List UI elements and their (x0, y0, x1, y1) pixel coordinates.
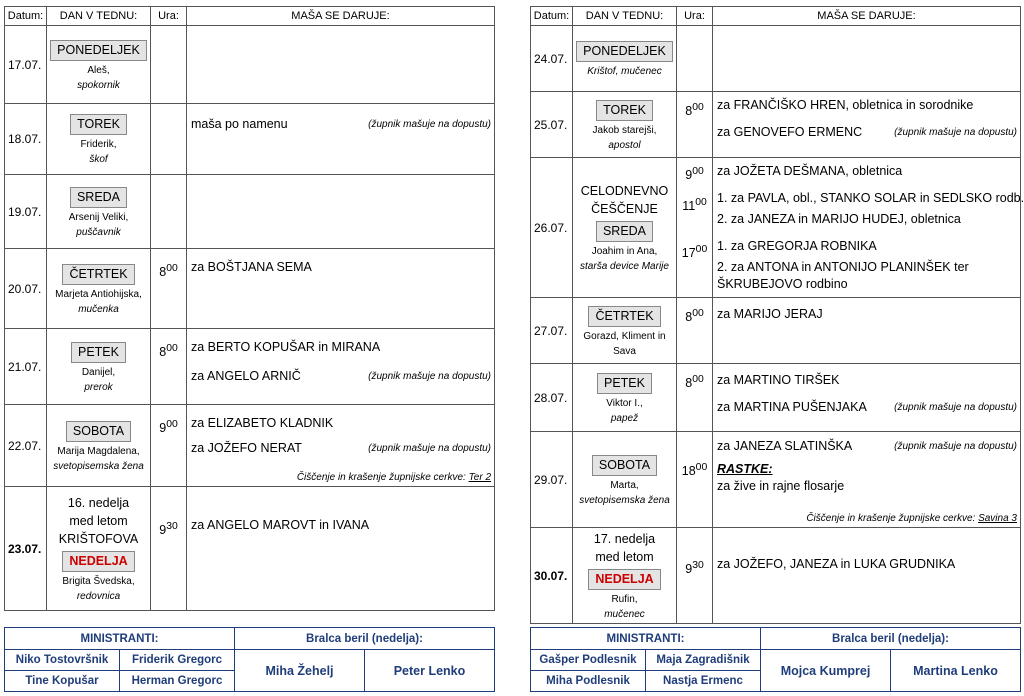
saint-title: mučenka (78, 303, 119, 315)
altar-server: Miha Podlesnik (531, 671, 646, 692)
saint-name: Joahim in Ana, (591, 245, 658, 257)
time-cell (151, 104, 187, 175)
day-label: SREDA (70, 187, 127, 208)
mass-intention: za FRANČIŠKO HREN, obletnica in sorodnike (717, 98, 974, 112)
note: (župnik mašuje na dopustu) (894, 127, 1017, 138)
header-day: DAN V TEDNU: (47, 7, 151, 26)
time-cell: $9^{00}$ (151, 405, 187, 487)
mass-cell (187, 26, 495, 104)
altar-server: Niko Tostovršnik (5, 650, 120, 671)
table-row (531, 158, 1021, 298)
saint-name: Brigita Švedska, (62, 575, 135, 587)
day-cell (47, 104, 151, 175)
saint-title: redovnica (76, 590, 121, 602)
date-cell: 29.07. (531, 432, 573, 528)
mass-cell (713, 364, 1021, 432)
header-mass: MAŠA SE DARUJE: (713, 7, 1021, 26)
header-mass: MAŠA SE DARUJE: (187, 7, 495, 26)
saint-name: Marija Magdalena, (57, 445, 140, 457)
day-cell (573, 528, 677, 624)
header-date: Datum: (5, 7, 47, 26)
mass-cell (713, 26, 1021, 92)
readers-label: Bralca beril (nedelja): (235, 628, 495, 650)
saint-title: škof (89, 154, 108, 165)
reader: Miha Žehelj (235, 650, 365, 692)
day-cell (47, 175, 151, 249)
saint-title: puščavnik (76, 226, 121, 238)
mass-intention: 2. za JANEZA in MARIJO HUDEJ, obletnica (717, 212, 961, 226)
time-cell: $8^{00}$ (677, 92, 713, 158)
day-label: SOBOTA (592, 455, 657, 476)
feast-label: KRIŠTOFOVA (58, 531, 139, 546)
note: (župnik mašuje na dopustu) (368, 443, 491, 454)
table-row (5, 104, 495, 175)
day-cell (47, 249, 151, 329)
table-row (5, 26, 495, 104)
day-cell (47, 487, 151, 611)
date-cell: 23.07. (5, 487, 47, 611)
saint-name: Viktor I., (606, 397, 643, 409)
header-date: Datum: (531, 7, 573, 26)
mass-cell (713, 92, 1021, 158)
date-cell: 17.07. (5, 26, 47, 104)
day-cell (573, 364, 677, 432)
mass-cell (713, 528, 1021, 624)
mass-intention: 1. za PAVLA, obl., STANKO SOLAR in SEDLSKO rodb. (717, 191, 1024, 205)
adoration-label: CELODNEVNO (580, 183, 669, 198)
ministranti-label: MINISTRANTI: (5, 628, 235, 650)
day-label: PONEDELJEK (576, 41, 673, 62)
saint-name: Arsenij Veliki, (68, 211, 129, 223)
saint-title: papež (610, 412, 639, 424)
mass-cell (187, 405, 495, 487)
time-cell: $18^{00}$ (677, 432, 713, 528)
day-label: TOREK (70, 114, 127, 135)
saint-title: apostol (608, 139, 641, 151)
cleaning-note: Čiščenje in krašenje župnijske cerkve: Ter 2 (296, 472, 491, 483)
mass-intention: za JANEZA SLATINŠKA (717, 439, 853, 453)
day-cell (47, 26, 151, 104)
schedule-right (530, 6, 1024, 624)
time-cell: $9^{30}$ (151, 487, 187, 611)
date-cell: 27.07. (531, 298, 573, 364)
mass-intention: za MARTINA PUŠENJAKA (717, 400, 867, 414)
mass-intention: za ELIZABETO KLADNIK (191, 416, 334, 430)
day-label: TOREK (596, 100, 653, 121)
time-cell: $9^{00}$ $11^{00}$ $17^{00}$ (677, 158, 713, 298)
reader: Peter Lenko (365, 650, 495, 692)
mass-cell (713, 158, 1024, 298)
mass-intention: za MARIJO JERAJ (717, 307, 823, 321)
note: (župnik mašuje na dopustu) (894, 402, 1017, 413)
date-cell: 26.07. (531, 158, 573, 298)
date-cell: 28.07. (531, 364, 573, 432)
saint-name: Friderik, (80, 139, 117, 150)
reader: Mojca Kumprej (761, 650, 891, 692)
mass-cell (713, 298, 1021, 364)
sunday-title: 17. nedelja (593, 531, 656, 546)
day-label: PETEK (597, 373, 652, 394)
mass-intention: za ANGELO ARNIČ (191, 369, 301, 383)
altar-server: Nastja Ermenc (646, 671, 761, 692)
date-cell: 24.07. (531, 26, 573, 92)
time-cell: $8^{00}$ (677, 364, 713, 432)
day-cell (573, 92, 677, 158)
table-row (531, 364, 1021, 432)
sunday-title: 16. nedelja (67, 495, 130, 510)
time-cell (151, 175, 187, 249)
day-label: NEDELJA (62, 551, 134, 572)
saint-title: mučenec (604, 608, 645, 620)
time-cell (677, 26, 713, 92)
altar-server: Herman Gregorc (120, 671, 235, 692)
date-cell: 21.07. (5, 329, 47, 405)
altar-server: Tine Kopušar (5, 671, 120, 692)
day-cell (47, 405, 151, 487)
date-cell: 18.07. (5, 104, 47, 175)
saint-name: Marjeta Antiohijska, (55, 288, 142, 300)
day-cell (573, 158, 677, 298)
saint-title: starša device Marije (580, 260, 669, 272)
footer-right (530, 627, 1021, 692)
day-label: ČETRTEK (588, 306, 660, 327)
sunday-subtitle: med letom (595, 549, 654, 564)
date-cell: 25.07. (531, 92, 573, 158)
date-cell: 22.07. (5, 405, 47, 487)
table-row (531, 298, 1021, 364)
mass-intention: za JOŽEFO, JANEZA in LUKA GRUDNIKA (717, 557, 956, 571)
saint-name: Marta, (610, 479, 639, 491)
table-row (5, 249, 495, 329)
table-row (531, 26, 1021, 92)
mass-intention: za BOŠTJANA SEMA (191, 260, 312, 274)
mass-intention: za JOŽETA DEŠMANA, obletnica (717, 164, 903, 178)
saint-name: Aleš, (87, 64, 110, 76)
mass-intention: za žive in rajne flosarje (717, 479, 845, 493)
schedule-left (4, 6, 495, 611)
day-label: PONEDELJEK (50, 40, 147, 61)
rastke-label: RASTKE: (717, 462, 773, 476)
date-cell: 19.07. (5, 175, 47, 249)
table-row (5, 487, 495, 611)
saint-name: Gorazd, Kliment in Sava (583, 330, 666, 357)
mass-intention: za BERTO KOPUŠAR in MIRANA (191, 340, 381, 354)
day-label: PETEK (71, 342, 126, 363)
day-cell (573, 26, 677, 92)
time-cell: $8^{00}$ (677, 298, 713, 364)
saint-title: spokornik (77, 79, 120, 91)
saint-name: Rufin, (611, 593, 638, 605)
footer-left (4, 627, 495, 692)
adoration-label-2: ČEŠČENJE (591, 201, 658, 216)
time-cell: $9^{30}$ (677, 528, 713, 624)
saint-name: Jakob starejši, (592, 124, 657, 136)
saint-title: prerok (84, 381, 113, 393)
altar-server: Friderik Gregorc (120, 650, 235, 671)
time-cell (151, 26, 187, 104)
note: (župnik mašuje na dopustu) (368, 119, 491, 130)
saint-title: Krištof, mučenec (587, 66, 662, 77)
note: (župnik mašuje na dopustu) (368, 371, 491, 382)
readers-label: Bralca beril (nedelja): (761, 628, 1021, 650)
sunday-subtitle: med letom (69, 513, 128, 528)
mass-cell (187, 487, 495, 611)
day-cell (47, 329, 151, 405)
table-row (531, 528, 1021, 624)
header-time: Ura: (677, 7, 713, 26)
mass-intention: za ANGELO MAROVT in IVANA (191, 518, 370, 532)
table-row (531, 92, 1021, 158)
date-cell: 30.07. (531, 528, 573, 624)
altar-server: Gašper Podlesnik (531, 650, 646, 671)
day-label: SREDA (596, 221, 653, 242)
date-cell: 20.07. (5, 249, 47, 329)
ministranti-label: MINISTRANTI: (531, 628, 761, 650)
saint-name: Danijel, (81, 366, 116, 378)
cleaning-note: Čiščenje in krašenje župnijske cerkve: Savina 3 (806, 513, 1017, 524)
mass-cell (187, 329, 495, 405)
reader: Martina Lenko (891, 650, 1021, 692)
header-time: Ura: (151, 7, 187, 26)
altar-server: Maja Zagradišnik (646, 650, 761, 671)
mass-intention: 1. za GREGORJA ROBNIKA (717, 239, 877, 253)
note: (župnik mašuje na dopustu) (894, 441, 1017, 452)
table-row (531, 432, 1021, 528)
mass-intention: za JOŽEFO NERAT (191, 441, 302, 455)
time-cell: $8^{00}$ (151, 249, 187, 329)
mass-intention: za GENOVEFO ERMENC (717, 125, 863, 139)
mass-intention: ŠKRUBEJOVO rodbino (717, 277, 848, 291)
table-row (5, 405, 495, 487)
day-label: NEDELJA (588, 569, 660, 590)
header-day: DAN V TEDNU: (573, 7, 677, 26)
mass-intention: 2. za ANTONA in ANTONIJO PLANINŠEK ter (717, 260, 969, 274)
table-row (5, 175, 495, 249)
mass-cell (187, 249, 495, 329)
mass-intention: za MARTINO TIRŠEK (717, 373, 840, 387)
day-cell (573, 298, 677, 364)
mass-cell (713, 432, 1021, 528)
day-label: ČETRTEK (62, 264, 134, 285)
mass-intention: maša po namenu (191, 117, 288, 131)
saint-title: svetopisemska žena (579, 494, 670, 506)
mass-cell (187, 104, 495, 175)
time-cell: $8^{00}$ (151, 329, 187, 405)
table-row (5, 329, 495, 405)
saint-title: svetopisemska žena (53, 460, 144, 472)
day-cell (573, 432, 677, 528)
mass-cell (187, 175, 495, 249)
day-label: SOBOTA (66, 421, 131, 442)
